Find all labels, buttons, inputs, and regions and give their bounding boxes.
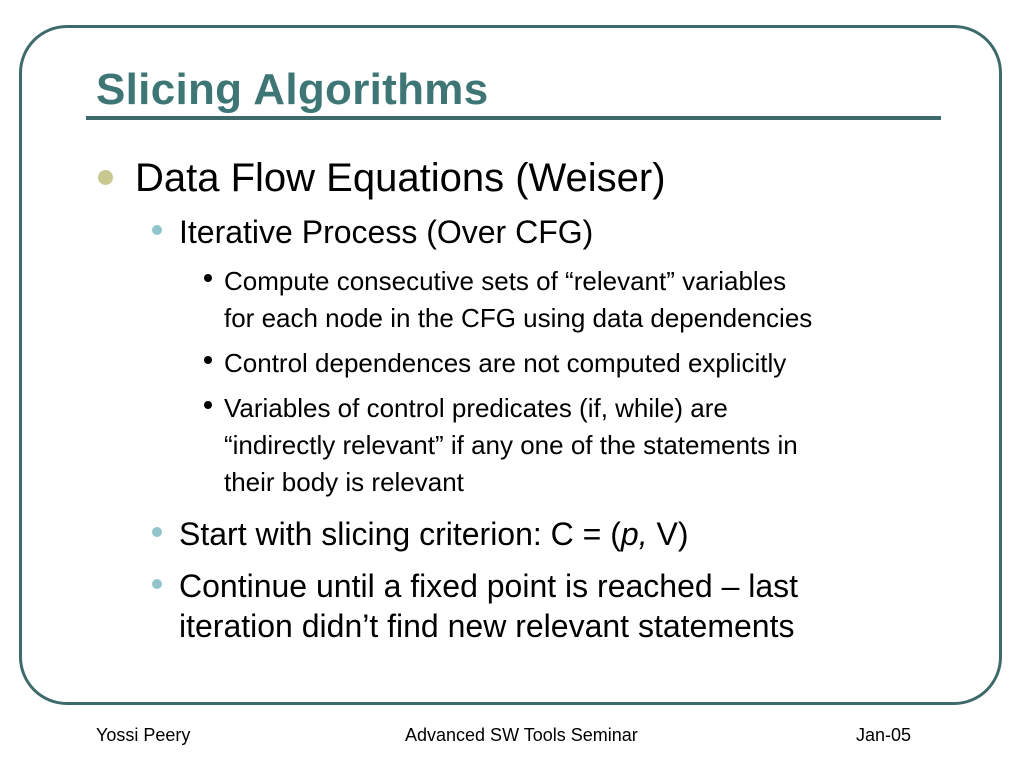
bullet-text-line: Compute consecutive sets of “relevant” variables xyxy=(224,266,787,296)
criterion-p: p, xyxy=(620,516,648,552)
bullet-dot-icon xyxy=(98,170,113,185)
bullet-text-line: “indirectly relevant” if any one of the statements in xyxy=(224,430,798,460)
bullet-text-line: for each node in the CFG using data dependencies xyxy=(224,303,813,333)
bullet-text-line: iteration didn’t find new relevant statements xyxy=(179,608,795,644)
bullet-text-line: Control dependences are not computed explicitly xyxy=(224,348,787,378)
bullet-dot-icon xyxy=(204,356,212,364)
bullet-slicing-criterion xyxy=(179,514,688,554)
bullet-control-dependences xyxy=(224,345,786,382)
bullet-dot-icon xyxy=(204,401,212,409)
bullet-text-line: Variables of control predicates (if, while) are xyxy=(224,393,728,423)
bullet-dot-icon xyxy=(152,579,162,589)
bullet-fixed-point xyxy=(179,566,798,646)
bullet-text: Start with slicing criterion: C = ( xyxy=(179,516,621,552)
bullet-dot-icon xyxy=(204,274,212,282)
bullet-text-line: Continue until a fixed point is reached – last xyxy=(179,568,799,604)
footer-seminar: Advanced SW Tools Seminar xyxy=(405,725,638,745)
bullet-text: Iterative Process (Over CFG) xyxy=(179,214,594,250)
bullet-data-flow xyxy=(135,154,666,202)
criterion-v: V) xyxy=(647,516,689,552)
footer-author: Yossi Peery xyxy=(96,725,191,745)
footer-date: Jan-05 xyxy=(856,725,912,745)
bullet-control-predicates xyxy=(224,390,798,501)
bullet-dot-icon xyxy=(152,225,162,235)
bullet-iterative-process xyxy=(179,212,593,252)
bullet-text: Data Flow Equations (Weiser) xyxy=(135,156,666,200)
bullet-compute-sets xyxy=(224,263,812,337)
bullet-dot-icon xyxy=(152,527,162,537)
bullet-text-line: their body is relevant xyxy=(224,467,464,497)
title-underline xyxy=(86,116,941,120)
slide-title: Slicing Algorithms xyxy=(96,65,489,114)
